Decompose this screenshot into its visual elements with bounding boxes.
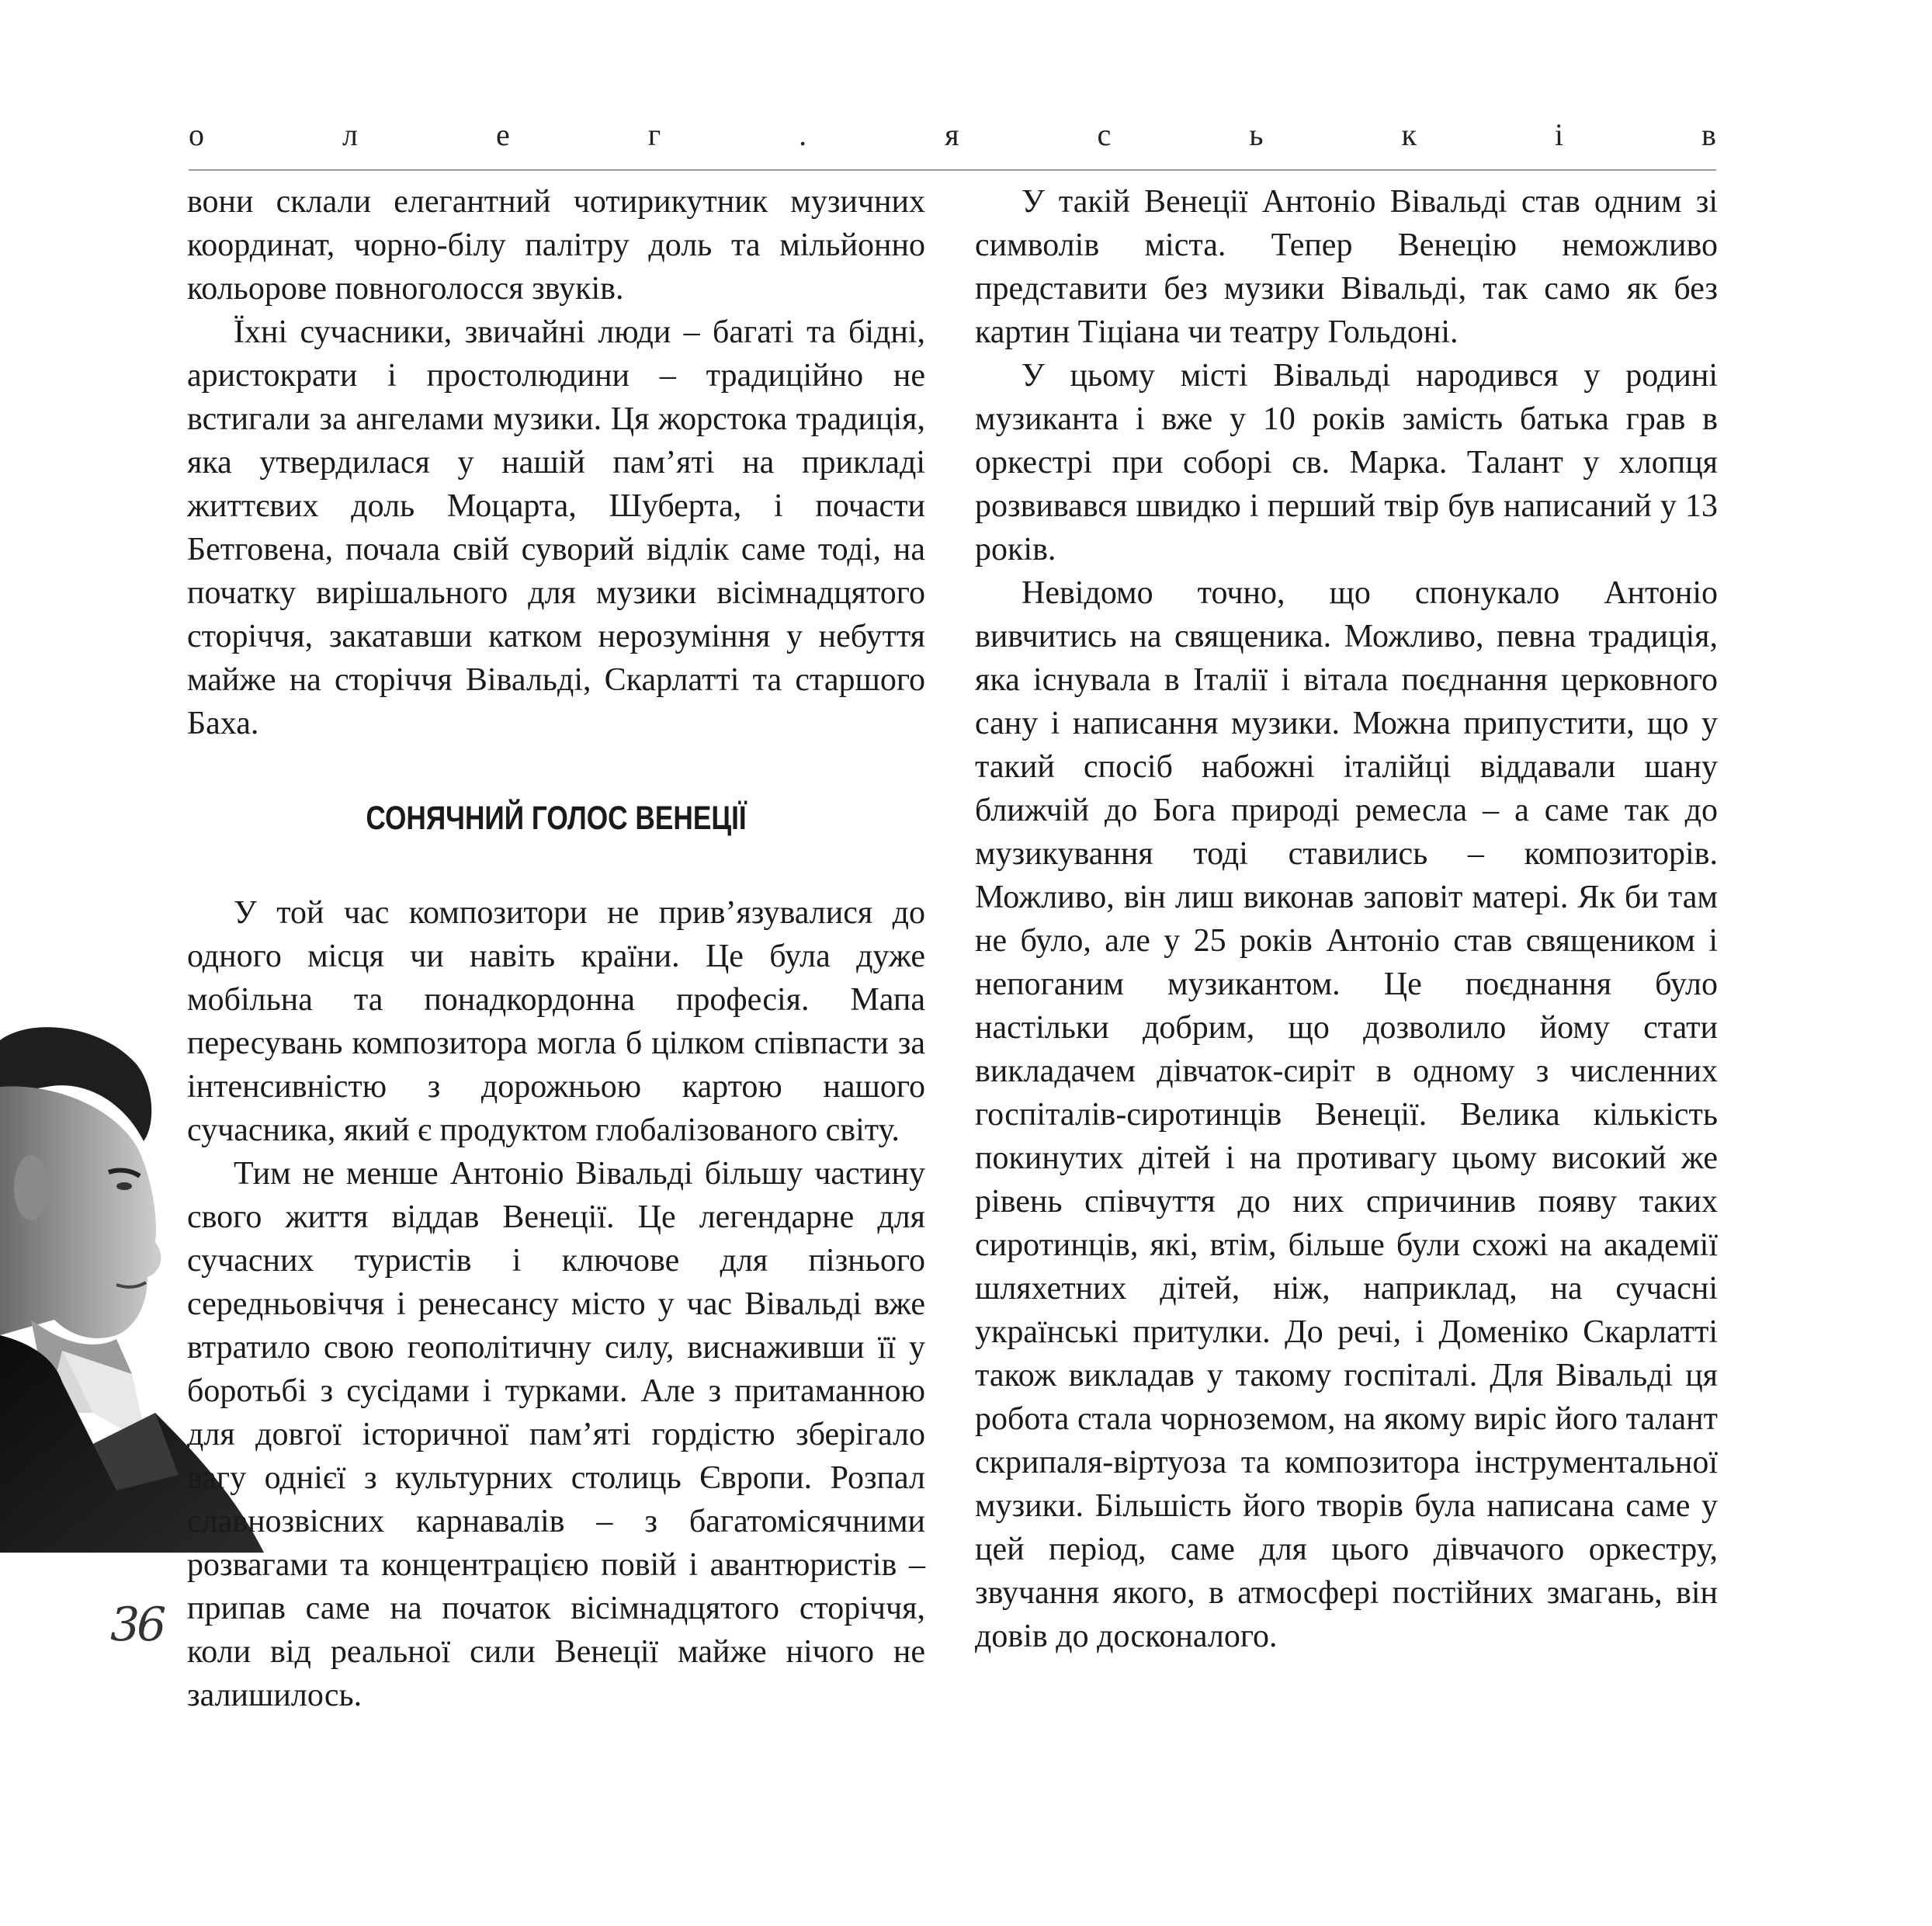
right-column — [975, 180, 1718, 1658]
header-letter: к — [1401, 117, 1417, 152]
header-rule — [189, 169, 1716, 171]
header-letter: ь — [1249, 117, 1264, 152]
paragraph: У цьому місті Вівальді народився у родині музиканта і вже у 10 років замість батька грав в оркестрі при соборі св. Марка. Талант у хлопця розвивався швидко і перший твір був написаний у 13 років. — [975, 358, 1718, 567]
header-letter: . — [799, 117, 807, 152]
header-letter: е — [495, 117, 510, 152]
paragraph: У той час композитори не прив’язувалися до одного місця чи навіть країни. Це була дуже мобільна та понадкордонна професія. Мапа пересувань композитора могла б цілком співпасти за інтенсивністю з дорожньою картою нашого сучасника, який є продуктом глобалізованого світу. — [187, 895, 925, 1148]
paragraph: Невідомо точно, що спонукало Антоніо вивчитись на священика. Можливо, певна традиція, яка існувала в Італії і вітала поєднання церковного сану і написання музики. Можна припустити, що у такий спосіб набожні італійці віддавали шану ближчій до Бога природі ремесла – а саме так до музикування тоді ставились – композиторів. Можливо, він лиш виконав заповіт матері. Як би там не було, але у 25 років Антоніо став священиком і непоганим музикантом. Це поєднання було настільки добрим, що дозволило йому стати викладачем дівчаток-сиріт в одному з численних госпіталів-сиротинців Венеції. Велика кількість покинутих дітей і на противагу цьому високий же рівень співчуття до них спричинив появу таких сиротинців, які, втім, більше були схожі на академії шляхетних дітей, ніж, наприклад, на сучасні українські притулки. До речі, і Доменіко Скарлатті також викладав у такому госпіталі. Для Вівальді ця робота стала чорноземом, на якому виріс його талант скрипаля-віртуоза та композитора інструментальної музики. Більшість його творів була написана саме у цей період, саме для цього дівчачого оркестру, звучання якого, в атмосфері постійних змагань, він довів до досконалого. — [975, 575, 1718, 1654]
header-letter: о — [189, 117, 204, 152]
paragraph: Їхні сучасники, звичайні люди – багаті та бідні, аристократи і простолюдини – традиційно не встигали за ангелами музики. Ця жорстока традиція, яка утвердилася у нашій пам’яті на прикладі життєвих доль Моцарта, Шуберта, і почасти Бетговена, почала свій суворий відлік саме тоді, на початку вирішального для музики вісімнадцятого сторіччя, закатавши катком нерозуміння у небуття майже на сторіччя Вівальді, Скарлатті та старшого Баха. — [187, 314, 925, 741]
header-letter: і — [1554, 117, 1563, 152]
header-letter: в — [1701, 117, 1716, 152]
paragraph: Тим не менше Антоніо Вівальді більшу частину свого життя віддав Венеції. Це легендарне для сучасних туристів і ключове для пізнього середньовіччя і ренесансу місто у час Вівальді вже втратило свою геополітичну силу, виснаживши її у боротьбі з сусідами і турками. Але з притаманною для довгої історичної пам’яті гордістю зберігало вагу однієї з культурних столиць Європи. Розпал славнозвісних карнавалів – з багатомісячними розвагами та концентрацією повій і авантюристів – припав саме на початок вісімнадцятого сторіччя, коли від реальної сили Венеції майже нічого не залишилось. — [187, 1156, 925, 1713]
running-header — [189, 116, 1716, 153]
header-letter: л — [342, 117, 358, 152]
header-letter: я — [945, 117, 959, 152]
left-column — [187, 180, 925, 1717]
header-letter: с — [1097, 117, 1112, 152]
header-letter: г — [647, 117, 661, 152]
section-heading: СОНЯЧНИЙ ГОЛОС ВЕНЕЦІЇ — [366, 800, 747, 837]
page-number: 36 — [110, 1598, 164, 1652]
paragraph: У такій Венеції Антоніо Вівальді став одним зі символів міста. Тепер Венецію неможливо представити без музики Вівальді, так само як без картин Тіціана чи театру Гольдоні. — [975, 184, 1718, 350]
paragraph: вони склали елегантний чотирикутник музичних координат, чорно-білу палітру доль та мільйонно кольорове повноголосся звуків. — [187, 184, 925, 307]
